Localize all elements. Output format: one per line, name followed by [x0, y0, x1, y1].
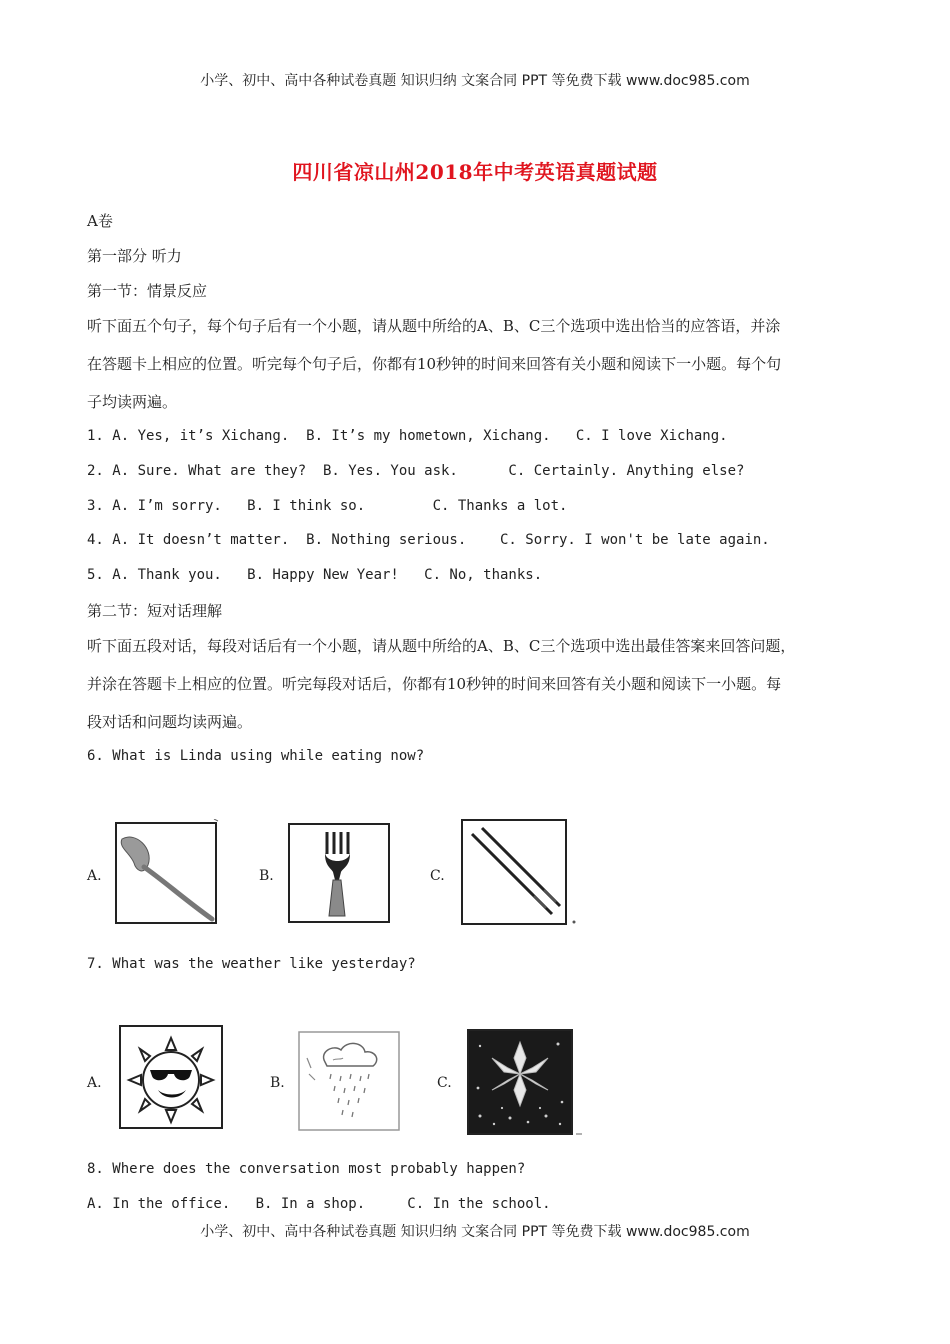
page-header: 小学、初中、高中各种试卷真题 知识归纳 文案合同 PPT 等免费下载 www.doc985.com — [200, 73, 750, 89]
section1-instruction-line: 在答题卡上相应的位置。听完每个句子后，你都有10秒钟的时间来回答有关小题和阅读下一小题。每个句 — [87, 355, 782, 373]
fork-image — [287, 822, 393, 924]
question-7: 7. What was the weather like yesterday? — [87, 956, 416, 972]
page-footer: 小学、初中、高中各种试卷真题 知识归纳 文案合同 PPT 等免费下载 www.doc985.com — [200, 1224, 750, 1240]
section1-instruction-line: 子均读两遍。 — [87, 393, 178, 411]
snowy-image — [466, 1028, 586, 1140]
section1-instruction-line: 听下面五个句子，每个句子后有一个小题，请从题中所给的A、B、C三个选项中选出恰当的应答语，并涂 — [87, 317, 781, 335]
q6-option-c-label: C. — [430, 868, 445, 884]
q6-option-a-label: A. — [87, 868, 102, 884]
q7-option-c-label: C. — [437, 1075, 452, 1091]
section1-heading: 第一节：情景反应 — [87, 282, 208, 300]
section2-heading: 第二节：短对话理解 — [87, 602, 223, 620]
question-8: 8. Where does the conversation most probably happen? — [87, 1161, 526, 1177]
q6-option-b-label: B. — [259, 868, 274, 884]
sunny-image — [118, 1024, 224, 1130]
question-4: 4. A. It doesn’t matter. B. Nothing serious. C. Sorry. I won't be late again. — [87, 532, 770, 548]
rainy-image — [297, 1030, 403, 1134]
question-8-options: A. In the office. B. In a shop. C. In the school. — [87, 1196, 551, 1212]
part-heading: 第一部分 听力 — [87, 247, 182, 265]
q7-option-b-label: B. — [270, 1075, 285, 1091]
section2-instruction-line: 听下面五段对话，每段对话后有一个小题，请从题中所给的A、B、C三个选项中选出最佳答案来回答问题， — [87, 637, 796, 655]
section2-instruction-line: 并涂在答题卡上相应的位置。听完每段对话后，你都有10秒钟的时间来回答有关小题和阅读下一小题。每 — [87, 675, 782, 693]
question-6: 6. What is Linda using while eating now? — [87, 748, 425, 764]
section2-instruction-line: 段对话和问题均读两遍。 — [87, 713, 253, 731]
q7-option-a-label: A. — [87, 1075, 102, 1091]
volume-label: A卷 — [87, 212, 113, 230]
chopsticks-image — [460, 818, 580, 928]
question-2: 2. A. Sure. What are they? B. Yes. You ask. C. Certainly. Anything else? — [87, 463, 745, 479]
question-5: 5. A. Thank you. B. Happy New Year! C. No, thanks. — [87, 567, 543, 583]
question-1: 1. A. Yes, it’s Xichang. B. It’s my hometown, Xichang. C. I love Xichang. — [87, 428, 728, 444]
spoon-image — [114, 819, 220, 925]
question-3: 3. A. I’m sorry. B. I think so. C. Thanks a lot. — [87, 498, 568, 514]
exam-title: 四川省凉山州2018年中考英语真题试题 — [292, 160, 658, 184]
